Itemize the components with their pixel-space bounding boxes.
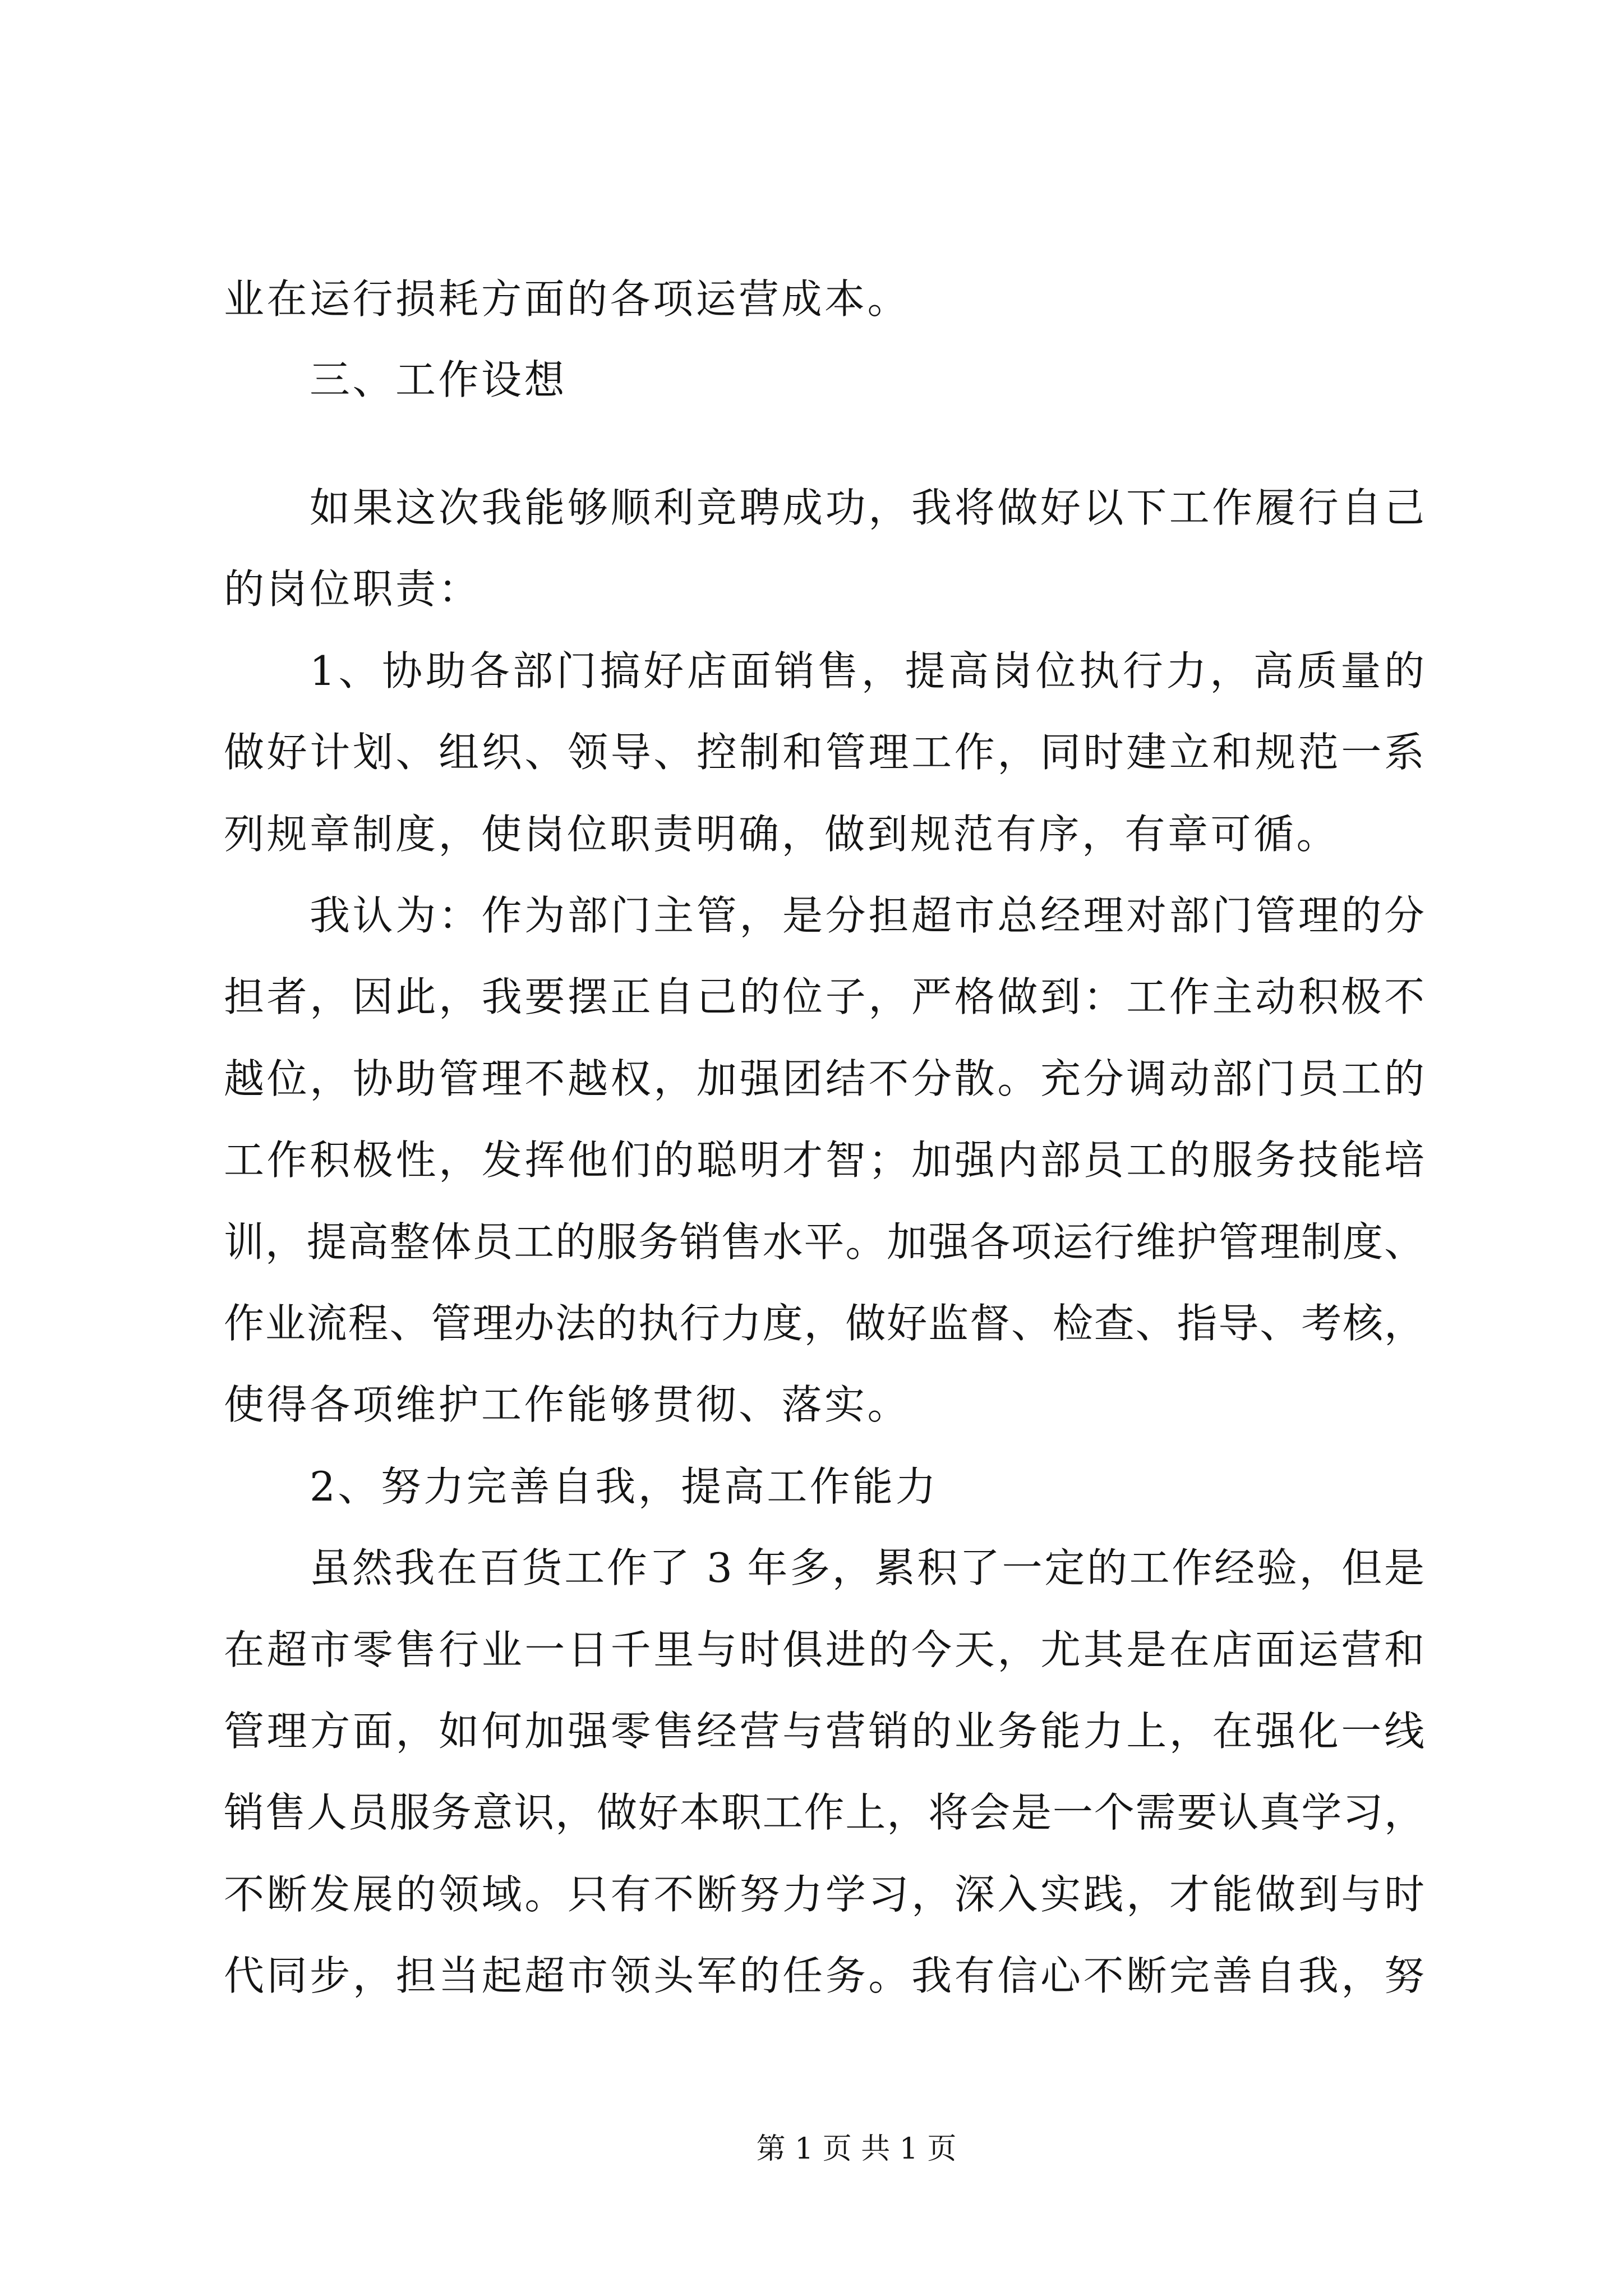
text-line: 我认为：作为部门主管，是分担超市总经理对部门管理的分 [310,892,1424,939]
text-line: 销售人员服务意识，做好本职工作上，将会是一个需要认真学习， [224,1789,1424,1836]
text-line: 不断发展的领域。只有不断努力学习，深入实践，才能做到与时 [224,1871,1424,1918]
text-line: 在超市零售行业一日千里与时俱进的今天，尤其是在店面运营和 [224,1626,1424,1673]
section-heading: 三、工作设想 [310,356,568,403]
text-line: 的岗位职责： [224,565,482,613]
text-line: 虽然我在百货工作了 3 年多，累积了一定的工作经验，但是 [310,1544,1424,1591]
text-line: 1、协助各部门搞好店面销售，提高岗位执行力，高质量的 [310,647,1424,694]
text-line: 做好计划、组织、领导、控制和管理工作，同时建立和规范一系 [224,729,1424,776]
list-item-heading: 2、努力完善自我，提高工作能力 [310,1463,939,1510]
text-line: 工作积极性，发挥他们的聪明才智；加强内部员工的服务技能培 [224,1137,1424,1184]
text-line: 列规章制度，使岗位职责明确，做到规范有序，有章可循。 [224,811,1340,858]
text-line: 越位，协助管理不越权，加强团结不分散。充分调动部门员工的 [224,1055,1424,1102]
text-line: 管理方面，如何加强零售经营与营销的业务能力上，在强化一线 [224,1708,1424,1755]
text-line: 如果这次我能够顺利竞聘成功，我将做好以下工作履行自己 [310,484,1424,531]
page-number-footer: 第 1 页 共 1 页 [756,2132,957,2166]
text-line: 作业流程、管理办法的执行力度，做好监督、检查、指导、考核， [224,1300,1424,1347]
text-line: 代同步，担当起超市领头军的任务。我有信心不断完善自我，努 [224,1952,1424,1999]
text-line: 使得各项维护工作能够贯彻、落实。 [224,1381,911,1428]
text-line: 担者，因此，我要摆正自己的位子，严格做到：工作主动积极不 [224,973,1424,1020]
text-line: 业在运行损耗方面的各项运营成本。 [224,275,911,323]
text-line: 训，提高整体员工的服务销售水平。加强各项运行维护管理制度、 [224,1218,1424,1266]
